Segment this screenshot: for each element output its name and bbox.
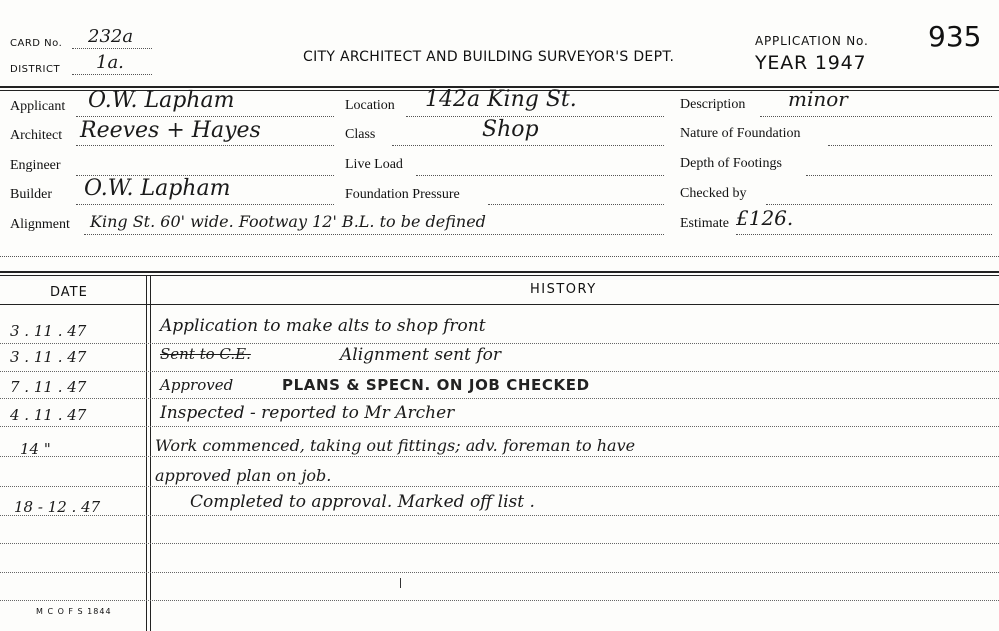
application-number: 935 — [928, 20, 982, 53]
history-row-text: Work commenced, taking out fittings; adv. foreman to have — [155, 436, 636, 455]
application-label: APPLICATION No. — [755, 34, 869, 48]
history-row-text: Alignment sent for — [340, 345, 501, 365]
year-label: YEAR 1947 — [755, 52, 867, 74]
history-row-date: 14 " — [20, 440, 51, 458]
card-number-value: 232a — [88, 26, 134, 47]
department-title: CITY ARCHITECT AND BUILDING SURVEYOR'S DEPT. — [303, 49, 675, 65]
stray-pen-mark — [400, 578, 401, 588]
architect-label: Architect — [10, 128, 63, 143]
engineer-label: Engineer — [10, 158, 61, 173]
form-code: M C O F S 1844 — [36, 607, 112, 616]
applicant-label: Applicant — [10, 99, 66, 114]
card-number-label: CARD No. — [10, 38, 63, 49]
alignment-label: Alignment — [10, 217, 70, 232]
date-column-header: DATE — [50, 285, 88, 300]
history-row-struck-text: Sent to C.E. — [160, 345, 251, 363]
history-row-date: 7 . 11 . 47 — [10, 378, 87, 396]
history-column-header: HISTORY — [530, 282, 597, 297]
history-row-text: Inspected - reported to Mr Archer — [160, 403, 455, 423]
applicant-value: O.W. Lapham — [88, 88, 235, 113]
estimate-label: Estimate — [680, 216, 729, 231]
alignment-value: King St. 60' wide. Footway 12' B.L. to be defined — [90, 212, 486, 231]
history-row-text: Application to make alts to shop front — [160, 316, 486, 336]
checked-by-label: Checked by — [680, 186, 747, 201]
architect-value: Reeves + Hayes — [80, 118, 261, 143]
history-row-date: 3 . 11 . 47 — [10, 322, 87, 340]
foundation-pressure-label: Foundation Pressure — [345, 187, 460, 202]
depth-of-footings-label: Depth of Footings — [680, 156, 782, 171]
live-load-label: Live Load — [345, 157, 403, 172]
location-value: 142a King St. — [425, 87, 577, 112]
history-row-date: 3 . 11 . 47 — [10, 348, 87, 366]
district-label: DISTRICT — [10, 64, 61, 75]
checked-stamp: PLANS & SPECN. ON JOB CHECKED — [282, 376, 590, 394]
history-row-date: 18 - 12 . 47 — [14, 498, 101, 516]
history-row-text: approved plan on job. — [155, 466, 332, 485]
district-value: 1a. — [96, 52, 124, 73]
description-value: minor — [788, 87, 848, 111]
location-label: Location — [345, 98, 395, 113]
builder-value: O.W. Lapham — [84, 176, 231, 201]
estimate-value: £126. — [736, 206, 794, 230]
description-label: Description — [680, 97, 746, 112]
nature-of-foundation-label: Nature of Foundation — [680, 126, 801, 141]
class-label: Class — [345, 127, 376, 142]
history-row-date: 4 . 11 . 47 — [10, 406, 87, 424]
history-row-text: Completed to approval. Marked off list . — [190, 492, 535, 512]
class-value: Shop — [482, 117, 539, 142]
builder-label: Builder — [10, 187, 52, 202]
history-row-text: Approved — [160, 376, 234, 394]
